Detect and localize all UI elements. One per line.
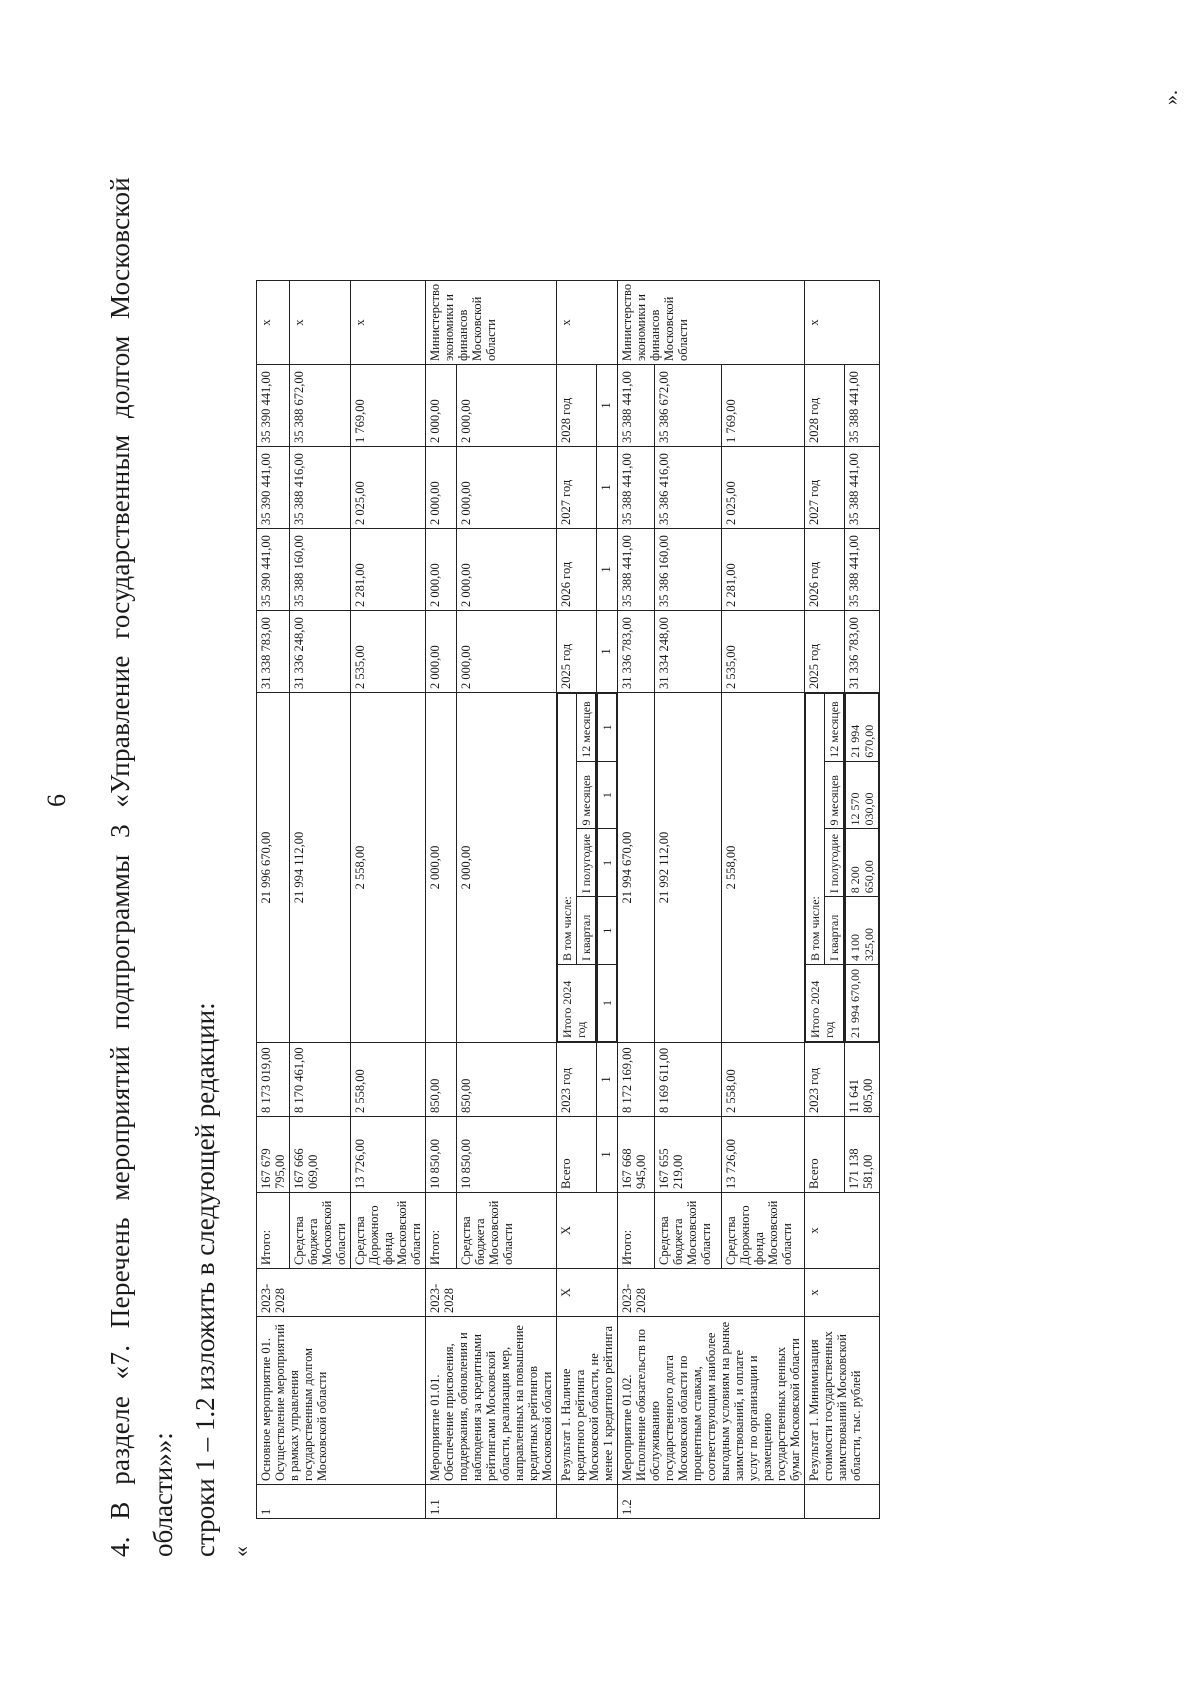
value-total: 167 666 069,00 bbox=[290, 1117, 351, 1193]
header-2023: 2023 год bbox=[805, 1043, 845, 1117]
header-12m: 12 месяцев bbox=[825, 694, 844, 762]
value-2025: 31 336 248,00 bbox=[290, 611, 351, 693]
header-total: Всего bbox=[557, 1117, 597, 1193]
executor: x bbox=[257, 280, 290, 364]
value-2025: 31 336 783,00 bbox=[845, 611, 880, 693]
value-q1: 4 100 325,00 bbox=[846, 897, 879, 965]
value-2027: 2 000,00 bbox=[457, 447, 557, 529]
header-including: В том числе: bbox=[806, 694, 825, 965]
header-total: Всего bbox=[805, 1117, 845, 1193]
value-2028: 2 000,00 bbox=[426, 365, 457, 447]
executor: Министерство экономики и финансов Московской области bbox=[426, 280, 557, 364]
value-2027: 2 000,00 bbox=[426, 447, 457, 529]
measure-name: Основное мероприятие 01. Осуществление мероприятий в рамках управления государственным долгом Московской области bbox=[257, 1317, 426, 1485]
header-2027: 2027 год bbox=[805, 447, 845, 529]
value-2024: 21 992 112,00 bbox=[654, 693, 721, 1043]
value-2028: 2 000,00 bbox=[457, 365, 557, 447]
header-2028: 2028 год bbox=[557, 365, 597, 447]
value-2024: 21 996 670,00 bbox=[257, 693, 290, 1043]
header-2027: 2027 год bbox=[557, 447, 597, 529]
value-2023: 850,00 bbox=[426, 1043, 457, 1117]
value-2028: 35 388 441,00 bbox=[618, 365, 655, 447]
value-h1: 8 200 650,00 bbox=[846, 829, 879, 897]
row-number: 1.2 bbox=[618, 1485, 805, 1519]
header-9m: 9 месяцев bbox=[577, 761, 596, 829]
value-total: 10 850,00 bbox=[426, 1117, 457, 1193]
table-row bbox=[618, 280, 655, 1518]
result-2024-table bbox=[805, 693, 844, 1042]
value-2024: 2 558,00 bbox=[351, 693, 426, 1043]
value-2023: 2 558,00 bbox=[351, 1043, 426, 1117]
value-2026: 2 000,00 bbox=[426, 529, 457, 611]
value-2024: 2 558,00 bbox=[721, 693, 804, 1043]
result-name: Результат 1. Минимизация стоимости государственных заимствований Московской области, тыс. рублей bbox=[805, 1317, 880, 1485]
value-2026: 35 386 160,00 bbox=[654, 529, 721, 611]
period: X bbox=[557, 1269, 618, 1317]
value-2024: 2 000,00 bbox=[457, 693, 557, 1043]
value-2026: 35 388 441,00 bbox=[845, 529, 880, 611]
measures-table bbox=[256, 280, 880, 1519]
funding-source: Средства бюджета Московской области bbox=[654, 1193, 721, 1269]
executor: x bbox=[805, 280, 880, 364]
header-q1: I квартал bbox=[825, 897, 844, 965]
value-2026: 2 281,00 bbox=[351, 529, 426, 611]
value-2023: 8 170 461,00 bbox=[290, 1043, 351, 1117]
value-2025: 2 000,00 bbox=[457, 611, 557, 693]
funding-source: Итого: bbox=[426, 1193, 457, 1269]
value-2025: 2 535,00 bbox=[721, 611, 804, 693]
value-h1: 1 bbox=[598, 829, 617, 897]
funding-source: Итого: bbox=[257, 1193, 290, 1269]
funding-source: Итого: bbox=[618, 1193, 655, 1269]
value-itogo-2024: 1 bbox=[598, 965, 617, 1042]
value-total: 13 726,00 bbox=[351, 1117, 426, 1193]
value-total: 167 655 219,00 bbox=[654, 1117, 721, 1193]
period: x bbox=[805, 1269, 880, 1317]
value-2026: 2 000,00 bbox=[457, 529, 557, 611]
value-2023: 2 558,00 bbox=[721, 1043, 804, 1117]
value-total: 171 138 581,00 bbox=[845, 1117, 880, 1193]
header-h1: I полугодие bbox=[825, 829, 844, 897]
value-2028: 35 388 672,00 bbox=[290, 365, 351, 447]
value-total: 10 850,00 bbox=[457, 1117, 557, 1193]
value-2026: 35 388 160,00 bbox=[290, 529, 351, 611]
header-h1: I полугодие bbox=[577, 829, 596, 897]
value-2025: 31 336 783,00 bbox=[618, 611, 655, 693]
table-row bbox=[426, 280, 457, 1518]
value-2028: 35 390 441,00 bbox=[257, 365, 290, 447]
value-2023: 850,00 bbox=[457, 1043, 557, 1117]
value-2024: 21 994 112,00 bbox=[290, 693, 351, 1043]
header-2026: 2026 год bbox=[557, 529, 597, 611]
value-2025: 2 000,00 bbox=[426, 611, 457, 693]
value-2025: 1 bbox=[597, 611, 618, 693]
value-2027: 35 388 441,00 bbox=[618, 447, 655, 529]
period: 2023-2028 bbox=[257, 1269, 426, 1317]
value-total: 13 726,00 bbox=[721, 1117, 804, 1193]
section-heading-continued: области»»: bbox=[148, 1432, 178, 1557]
row-number: 1 bbox=[257, 1485, 426, 1519]
row-number: 1.1 bbox=[426, 1485, 557, 1519]
value-2027: 35 386 416,00 bbox=[654, 447, 721, 529]
header-2025: 2025 год bbox=[557, 611, 597, 693]
value-2025: 31 334 248,00 bbox=[654, 611, 721, 693]
table-row bbox=[257, 280, 290, 1518]
header-itogo-2024: Итого 2024 год bbox=[558, 965, 596, 1042]
funding-source: Средства Дорожного фонда Московской области bbox=[721, 1193, 804, 1269]
intro-text: строки 1 – 1.2 изложить в следующей редакции: bbox=[190, 1002, 220, 1557]
value-2028: 1 769,00 bbox=[721, 365, 804, 447]
header-2028: 2028 год bbox=[805, 365, 845, 447]
value-2023: 8 169 611,00 bbox=[654, 1043, 721, 1117]
value-2027: 2 025,00 bbox=[351, 447, 426, 529]
value-2028: 1 bbox=[597, 365, 618, 447]
section-heading: 4. В разделе «7. Перечень мероприятий подпрограммы 3 «Управление государственным долгом Московской bbox=[105, 177, 135, 1557]
value-2025: 31 338 783,00 bbox=[257, 611, 290, 693]
period: 2023-2028 bbox=[618, 1269, 805, 1317]
value-2026: 1 bbox=[597, 529, 618, 611]
table-row bbox=[557, 280, 597, 1518]
header-2025: 2025 год bbox=[805, 611, 845, 693]
value-2027: 1 bbox=[597, 447, 618, 529]
executor: x bbox=[351, 280, 426, 364]
value-total: 1 bbox=[597, 1117, 618, 1193]
measure-name: Мероприятие 01.02. Исполнение обязательств по обслуживанию государственного долга Московской области по процентным ставкам, соответствующим наиболее выгодным условиям на рынке заимствований, и оплате услуг по организации и размещению государственных ценных бумаг Московской области bbox=[618, 1317, 805, 1485]
executor: Министерство экономики и финансов Московской области bbox=[618, 280, 805, 364]
value-2026: 2 281,00 bbox=[721, 529, 804, 611]
value-q1: 1 bbox=[598, 897, 617, 965]
value-2028: 35 388 441,00 bbox=[845, 365, 880, 447]
result-2024-block bbox=[805, 693, 845, 1043]
executor: x bbox=[557, 280, 618, 364]
value-2027: 35 388 416,00 bbox=[290, 447, 351, 529]
value-2028: 1 769,00 bbox=[351, 365, 426, 447]
value-2027: 35 388 441,00 bbox=[845, 447, 880, 529]
opening-quote: « bbox=[228, 1546, 253, 1557]
header-including: В том числе: bbox=[558, 694, 577, 965]
header-9m: 9 месяцев bbox=[825, 761, 844, 829]
value-2027: 2 025,00 bbox=[721, 447, 804, 529]
funding-source: X bbox=[557, 1193, 618, 1269]
page-number: 6 bbox=[42, 794, 71, 807]
measure-name: Мероприятие 01.01. Обеспечение присвоения, поддержания, обновления и наблюдения за кредитными рейтингами Московской области, реализация мер, направленных на повышение кредитных рейтингов Московской области bbox=[426, 1317, 557, 1485]
header-itogo-2024: Итого 2024 год bbox=[806, 965, 844, 1042]
value-12m: 1 bbox=[598, 694, 617, 762]
result-2024-block bbox=[557, 693, 597, 1043]
header-2026: 2026 год bbox=[805, 529, 845, 611]
header-2023: 2023 год bbox=[557, 1043, 597, 1117]
value-total: 167 679 795,00 bbox=[257, 1117, 290, 1193]
executor: x bbox=[290, 280, 351, 364]
result-2024-table bbox=[557, 693, 596, 1042]
value-2025: 2 535,00 bbox=[351, 611, 426, 693]
value-2024: 21 994 670,00 bbox=[618, 693, 655, 1043]
value-2028: 35 386 672,00 bbox=[654, 365, 721, 447]
value-2026: 35 388 441,00 bbox=[618, 529, 655, 611]
table-row bbox=[805, 280, 845, 1518]
closing-quote: ». bbox=[1160, 90, 1182, 105]
value-2026: 35 390 441,00 bbox=[257, 529, 290, 611]
value-12m: 21 994 670,00 bbox=[846, 694, 879, 762]
value-9m: 12 570 030,00 bbox=[846, 761, 879, 829]
value-2027: 35 390 441,00 bbox=[257, 447, 290, 529]
value-2023: 8 173 019,00 bbox=[257, 1043, 290, 1117]
funding-source: Средства Дорожного фонда Московской области bbox=[351, 1193, 426, 1269]
funding-source: Средства бюджета Московской области bbox=[290, 1193, 351, 1269]
value-2023: 11 641 805,00 bbox=[845, 1043, 880, 1117]
funding-source: x bbox=[805, 1193, 880, 1269]
header-q1: I квартал bbox=[577, 897, 596, 965]
header-12m: 12 месяцев bbox=[577, 694, 596, 762]
funding-source: Средства бюджета Московской области bbox=[457, 1193, 557, 1269]
value-2024: 2 000,00 bbox=[426, 693, 457, 1043]
value-2023: 1 bbox=[597, 1043, 618, 1117]
value-itogo-2024: 21 994 670,00 bbox=[846, 965, 879, 1042]
period: 2023-2028 bbox=[426, 1269, 557, 1317]
value-2023: 8 172 169,00 bbox=[618, 1043, 655, 1117]
value-total: 167 668 945,00 bbox=[618, 1117, 655, 1193]
result-name: Результат 1. Наличие кредитного рейтинга Московской области, не менее 1 кредитного рейтинга bbox=[557, 1317, 618, 1485]
value-9m: 1 bbox=[598, 761, 617, 829]
